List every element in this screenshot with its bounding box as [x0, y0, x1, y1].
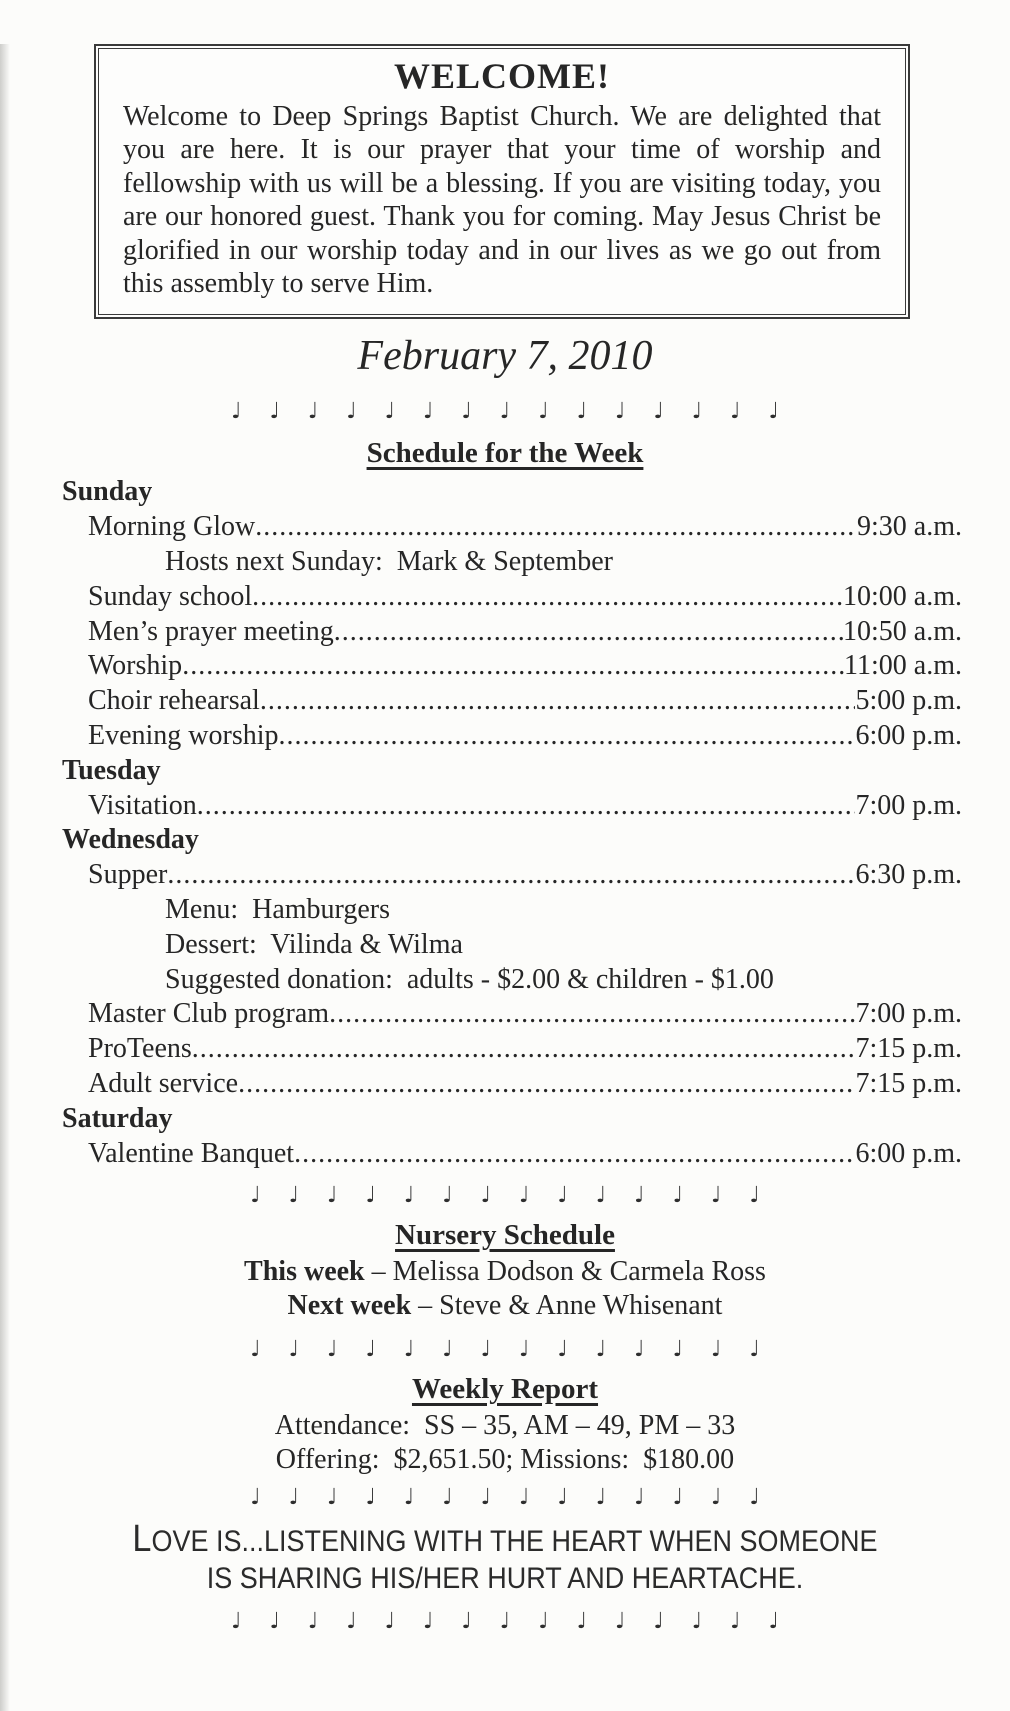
- music-note-icon: ♩: [672, 1337, 683, 1363]
- music-note-icon: ♩: [557, 1485, 568, 1511]
- dot-leader: [329, 997, 855, 1032]
- schedule-item: [62, 858, 962, 893]
- schedule-title: [0, 435, 1010, 471]
- music-note-icon: ♩: [499, 399, 511, 425]
- welcome-box-inner: [98, 48, 906, 315]
- music-note-icon: ♩: [365, 1337, 376, 1363]
- music-note-icon: ♩: [768, 1609, 779, 1635]
- music-note-icon: ♩: [403, 1183, 415, 1209]
- music-note-icon: ♩: [595, 1183, 607, 1209]
- quote-line-1: LOVE IS...LISTENING WITH THE HEART WHEN SOMEONE: [132, 1518, 878, 1561]
- schedule-item: [62, 789, 962, 824]
- schedule-title-text: Schedule for the Week: [366, 437, 644, 470]
- music-note-icon: ♩: [461, 1609, 472, 1635]
- music-note-icon: ♩: [710, 1183, 722, 1209]
- music-note-icon: ♩: [442, 1337, 453, 1363]
- music-note-icon: ♩: [423, 399, 434, 425]
- schedule-item-label: Adult service: [88, 1067, 239, 1099]
- attendance-line: Attendance: SS – 35, AM – 49, PM – 33: [274, 1410, 736, 1442]
- schedule-item-label: Valentine Banquet: [88, 1137, 295, 1169]
- music-note-icon: ♩: [346, 1609, 357, 1635]
- schedule-item-label: Visitation: [88, 789, 197, 821]
- schedule-item-time: 10:00 a.m.: [843, 580, 962, 612]
- music-notes-row: [0, 399, 1010, 425]
- date-heading: February 7, 2010: [357, 333, 653, 380]
- music-note-icon: ♩: [327, 1183, 338, 1209]
- schedule-item: [62, 997, 962, 1032]
- music-note-icon: ♩: [423, 1609, 434, 1635]
- schedule-subnote: Dessert: Vilinda & Wilma: [165, 928, 463, 960]
- schedule-item-time: 7:15 p.m.: [855, 1067, 962, 1099]
- schedule-item-time: 7:00 p.m.: [855, 789, 962, 821]
- schedule-item-label: Sunday school: [88, 580, 253, 612]
- music-note-icon: ♩: [327, 1485, 338, 1511]
- music-note-icon: ♩: [231, 1609, 242, 1635]
- music-note-icon: ♩: [288, 1337, 300, 1363]
- nursery-this-week-label: This week: [244, 1256, 365, 1288]
- weekly-report-section: [0, 1409, 1010, 1477]
- schedule-day-header: Wednesday: [62, 824, 199, 856]
- music-note-icon: ♩: [557, 1337, 568, 1363]
- music-note-icon: ♩: [634, 1337, 645, 1363]
- music-note-icon: ♩: [749, 1485, 760, 1511]
- dot-leader: [182, 649, 844, 684]
- welcome-text: Welcome to Deep Springs Baptist Church. We are delighted that you are here. It is our prayer that your time of worship and fellowship with us will be a blessing. If you are visiting today, you are our honored guest. Thank you for coming. May Jesus Christ be glorified in our worship today and in our lives as we go out from this assembly to serve Him.: [123, 101, 881, 300]
- nursery-this-week: [0, 1255, 1010, 1289]
- dot-leader: [238, 1067, 855, 1102]
- schedule-item-time: 10:50 a.m.: [843, 615, 962, 647]
- nursery-title: [0, 1217, 1010, 1253]
- music-note-icon: ♩: [576, 1609, 587, 1635]
- schedule-item: [62, 719, 962, 754]
- schedule-item-time: 7:00 p.m.: [855, 998, 962, 1030]
- music-note-icon: ♩: [346, 399, 357, 425]
- music-note-icon: ♩: [653, 1609, 664, 1635]
- schedule-subnote: Suggested donation: adults - $2.00 & children - $1.00: [165, 963, 774, 995]
- music-note-icon: ♩: [691, 1609, 703, 1635]
- dot-leader: [192, 1032, 856, 1067]
- music-note-icon: ♩: [307, 399, 319, 425]
- music-notes-row: [0, 1609, 1010, 1635]
- music-note-icon: ♩: [269, 399, 280, 425]
- nursery-next-week-label: Next week: [287, 1290, 412, 1322]
- schedule-item-label: Men’s prayer meeting: [88, 615, 334, 647]
- music-note-icon: ♩: [634, 1485, 645, 1511]
- music-note-icon: ♩: [730, 399, 741, 425]
- schedule-item: [62, 510, 962, 545]
- music-note-icon: ♩: [480, 1337, 491, 1363]
- schedule-item: [62, 649, 962, 684]
- music-note-icon: ♩: [538, 1609, 549, 1635]
- music-note-icon: ♩: [519, 1485, 530, 1511]
- music-note-icon: ♩: [327, 1337, 338, 1363]
- music-note-icon: ♩: [749, 1183, 760, 1209]
- schedule-item-label: Master Club program: [88, 998, 330, 1030]
- schedule-item: [62, 580, 962, 615]
- nursery-title-text: Nursery Schedule: [395, 1219, 615, 1252]
- music-note-icon: ♩: [653, 399, 664, 425]
- music-notes-row: [0, 1337, 1010, 1363]
- schedule-item-label: Supper: [88, 859, 168, 891]
- weekly-report-title: [0, 1371, 1010, 1407]
- nursery-next-week-value: – Steve & Anne Whisenant: [411, 1290, 723, 1322]
- schedule-item-time: 6:00 p.m.: [855, 1137, 962, 1169]
- music-note-icon: ♩: [614, 399, 626, 425]
- bulletin-page: [0, 44, 1010, 1711]
- music-note-icon: ♩: [250, 1485, 261, 1511]
- music-note-icon: ♩: [231, 399, 242, 425]
- nursery-next-week: [0, 1289, 1010, 1323]
- music-note-icon: ♩: [710, 1337, 722, 1363]
- schedule-item-time: 6:30 p.m.: [855, 859, 962, 891]
- music-note-icon: ♩: [730, 1609, 741, 1635]
- music-note-icon: ♩: [403, 1485, 415, 1511]
- music-note-icon: ♩: [576, 399, 587, 425]
- music-note-icon: ♩: [519, 1337, 530, 1363]
- music-note-icon: ♩: [634, 1183, 645, 1209]
- schedule-subnote: Hosts next Sunday: Mark & September: [165, 546, 613, 578]
- quote-line-2: IS SHARING HIS/HER HURT AND HEARTACHE.: [206, 1562, 804, 1596]
- music-note-icon: ♩: [288, 1183, 300, 1209]
- music-note-icon: ♩: [269, 1609, 280, 1635]
- dot-leader: [279, 719, 856, 754]
- schedule-item-label: Morning Glow: [88, 511, 256, 543]
- schedule-item-time: 6:00 p.m.: [855, 720, 962, 752]
- schedule-item-time: 11:00 a.m.: [844, 650, 962, 682]
- music-note-icon: ♩: [384, 1609, 396, 1635]
- quote: [51, 1518, 960, 1597]
- schedule-item: [62, 684, 962, 719]
- music-notes-row: [0, 1485, 1010, 1511]
- music-note-icon: ♩: [499, 1609, 511, 1635]
- music-note-icon: ♩: [614, 1609, 626, 1635]
- schedule-subnote: Menu: Hamburgers: [165, 894, 390, 925]
- welcome-box: [94, 44, 910, 319]
- welcome-title: WELCOME!: [393, 56, 610, 96]
- dot-leader: [252, 580, 843, 615]
- nursery-this-week-value: – Melissa Dodson & Carmela Ross: [364, 1256, 766, 1288]
- schedule-item-time: 9:30 a.m.: [857, 511, 962, 543]
- music-note-icon: ♩: [710, 1485, 722, 1511]
- music-note-icon: ♩: [672, 1485, 683, 1511]
- schedule-item: [62, 1137, 962, 1172]
- music-note-icon: ♩: [461, 399, 472, 425]
- music-note-icon: ♩: [768, 399, 779, 425]
- music-note-icon: ♩: [480, 1183, 491, 1209]
- schedule-item: [62, 1032, 962, 1067]
- schedule-item-label: ProTeens: [88, 1033, 192, 1065]
- schedule-item-label: Evening worship: [88, 720, 279, 752]
- schedule-list: [62, 475, 962, 1171]
- dot-leader: [255, 510, 857, 545]
- music-note-icon: ♩: [365, 1485, 376, 1511]
- music-note-icon: ♩: [519, 1183, 530, 1209]
- music-note-icon: ♩: [595, 1485, 607, 1511]
- schedule-item: [62, 615, 962, 650]
- dot-leader: [294, 1137, 855, 1172]
- schedule-day-header: Sunday: [62, 476, 153, 508]
- music-note-icon: ♩: [442, 1485, 453, 1511]
- schedule-day-header: Tuesday: [62, 754, 161, 786]
- dot-leader: [260, 684, 856, 719]
- schedule-item-label: Worship: [88, 650, 183, 682]
- music-note-icon: ♩: [595, 1337, 607, 1363]
- music-note-icon: ♩: [307, 1609, 319, 1635]
- music-note-icon: ♩: [384, 399, 396, 425]
- music-note-icon: ♩: [250, 1337, 261, 1363]
- music-note-icon: ♩: [691, 399, 703, 425]
- dot-leader: [167, 858, 855, 893]
- schedule-item: [62, 1067, 962, 1102]
- schedule-item-time: 5:00 p.m.: [855, 685, 962, 717]
- schedule-day-header: Saturday: [62, 1102, 173, 1134]
- dot-leader: [334, 615, 843, 650]
- offering-line: Offering: $2,651.50; Missions: $180.00: [275, 1444, 735, 1476]
- nursery-section: [0, 1255, 1010, 1323]
- music-note-icon: ♩: [749, 1337, 760, 1363]
- music-note-icon: ♩: [365, 1183, 376, 1209]
- music-note-icon: ♩: [557, 1183, 568, 1209]
- dot-leader: [197, 789, 856, 824]
- music-note-icon: ♩: [288, 1485, 300, 1511]
- music-note-icon: ♩: [442, 1183, 453, 1209]
- schedule-item-time: 7:15 p.m.: [855, 1033, 962, 1065]
- music-note-icon: ♩: [250, 1183, 261, 1209]
- music-note-icon: ♩: [672, 1183, 683, 1209]
- music-notes-row: [0, 1183, 1010, 1209]
- music-note-icon: ♩: [480, 1485, 491, 1511]
- music-note-icon: ♩: [538, 399, 549, 425]
- weekly-report-title-text: Weekly Report: [411, 1373, 599, 1406]
- schedule-item-label: Choir rehearsal: [88, 685, 260, 717]
- music-note-icon: ♩: [403, 1337, 415, 1363]
